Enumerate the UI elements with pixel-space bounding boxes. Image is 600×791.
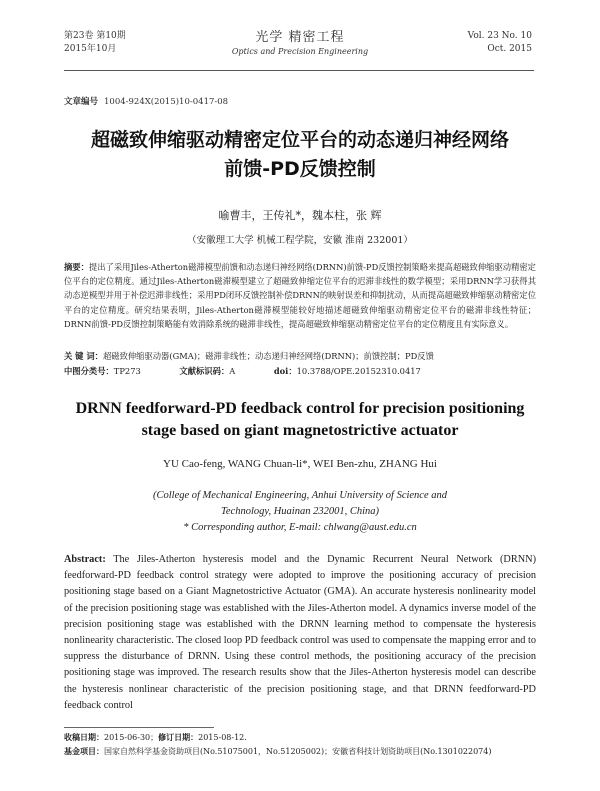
zh-keywords-text: 超磁致伸缩驱动器(GMA)；磁滞非线性；动态递归神经网络(DRNN)；前馈控制；PD反馈 [102,351,434,361]
volume-cn: 第23卷 第10期 [64,31,126,41]
en-abstract-text: The Jiles-Atherton hysteresis model and the Dynamic Recurrent Neural Network (DRNN) feedforward-PD feedback control strategy were adopted to improve the positioning accuracy of precision positioning stage based on a Giant Magnetostrictive Actuator (GMA). An accurate hysteresis nonlinearity model of the precision positioning stage was established with the Jiles-Atherton model. A dynamics inverse model of the precision positioning stage was established with the DRNN learning method to compensate the hysteresis nonlinearity characteristic. The closed loop PD feedback control was used to compensate the mapping error and to suppress the disturbance of DRNN. Using these control methods, the positioning accuracy of the precision positioning stage was improved. The research results show that the Jiles-Atherton hysteresis model can describe the hysteresis nonlinear characteristic of the precision positioning stage, and that DRNN feedforward-PD feedback control [64,554,537,711]
zh-title-line2: 前馈-PD反馈控制 [224,158,376,180]
zh-title-line1: 超磁致伸缩驱动精密定位平台的动态递归神经网络 [90,129,509,151]
zh-classification [64,365,536,377]
journal-name-cn: 光学 精密工程 [255,30,345,45]
zh-keywords [64,350,536,362]
en-affiliation-line1: (College of Mechanical Engineering, Anhui University of Science and [152,490,448,501]
doi-label: doi： [273,366,297,376]
en-affiliation-line2: Technology, Huainan 232001, China) [221,506,379,517]
revised-date: 2015-08-12. [198,733,247,742]
footnote-fund [64,746,544,757]
date-en: Oct. 2015 [487,44,532,54]
zh-title [0,126,600,184]
en-affiliation [0,488,600,536]
journal-name-en: Optics and Precision Engineering [231,47,369,56]
doc-label: 文献标识码： [179,366,230,376]
en-title-line2: stage based on giant magnetostrictive actuator [141,422,459,439]
revised-label: 修订日期： [158,733,199,742]
corresponding-author: * Corresponding author, E-mail: chlwang@aust.edu.cn [183,522,417,533]
zh-keywords-label: 关 键 词： [64,351,103,361]
article-number-label: 文章编号 [64,97,99,107]
en-abstract-label: Abstract: [64,554,106,565]
zh-abstract-label: 摘要： [64,262,89,272]
en-title-line1: DRNN feedforward-PD feedback control for precision positioning [75,400,525,417]
zh-abstract-text: 提出了采用Jiles-Atherton磁滞模型前馈和动态递归神经网络(DRNN)前馈-PD反馈控制策略来提高超磁致伸缩驱动精密定位平台的定位精度。通过Jiles-Atherton磁滞模型建立了超磁致伸缩定位平台的迟滞非线性的数学模型；采用DRNN学习获得其动态逆模型并用于补偿迟滞非线性；采用PD闭环反馈控制补偿DRNN的映射误差和抑制扰动，从而提高超磁致伸缩驱动精密定位平台的定位精度。研究结果表明，Jiles-Atherton磁滞模型能较好地描述超磁致伸缩驱动精密定位平台的磁滞非线性特征；DRNN前馈-PD反馈控制策略能有效消除系统的磁滞非线性，提高超磁致伸缩驱动精密定位平台的定位精度且有实际意义。 [64,262,536,329]
en-abstract [64,552,536,714]
doi-value: 10.3788/OPE.20152310.0417 [296,366,421,376]
doi [274,366,439,376]
en-authors: YU Cao-feng, WANG Chuan-li*, WEI Ben-zhu, ZHANG Hui [163,458,437,470]
date-cn: 2015年10月 [64,44,117,54]
doc-code [179,366,253,376]
clc-number [64,366,159,376]
received-date: 2015-06-30； [104,733,159,742]
footnote-rule [64,727,214,728]
zh-affiliation: （安徽理工大学 机械工程学院，安徽 淮南 232001） [187,235,413,246]
doc-value: A [229,366,236,376]
received-label: 收稿日期： [64,733,104,742]
clc-label: 中图分类号： [64,366,114,376]
footnote-dates [64,732,544,743]
clc-value: TP273 [113,366,141,376]
article-number [64,95,228,107]
article-number-value: 1004-924X(2015)10-0417-08 [104,97,229,107]
journal-header [0,30,600,68]
en-title [0,398,600,442]
fund-text: 国家自然科学基金资助项目(No.51075001，No.51205002)；安徽省科技计划资助项目(No.1301022074) [104,747,492,756]
header-right [468,30,532,56]
fund-label: 基金项目： [64,747,104,756]
header-rule [64,70,534,71]
volume-en: Vol. 23 No. 10 [467,31,532,41]
zh-abstract [64,260,536,331]
zh-authors: 喻曹丰，王传礼*，魏本柱，张 辉 [218,209,382,222]
